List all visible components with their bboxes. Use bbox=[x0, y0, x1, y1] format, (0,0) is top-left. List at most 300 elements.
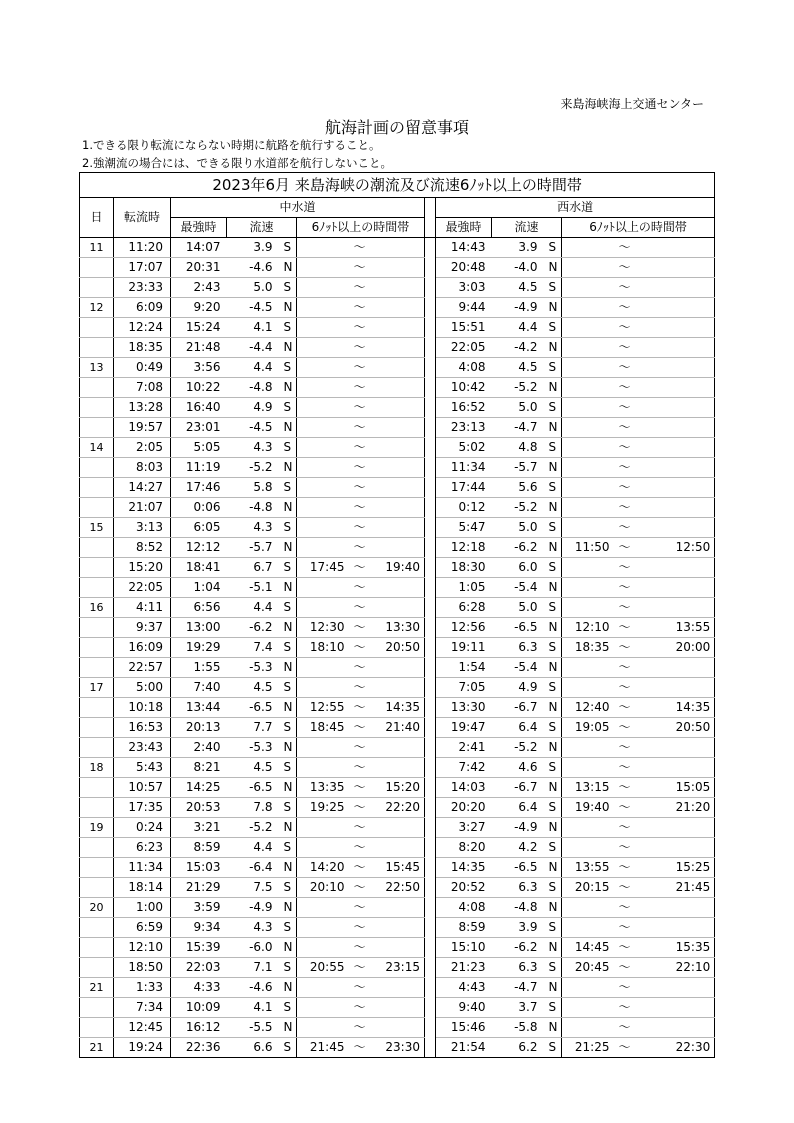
cell-max-time-nishi: 17:44 bbox=[436, 478, 492, 498]
cell-period-start-naka bbox=[297, 478, 347, 498]
column-gap bbox=[425, 478, 436, 498]
column-gap bbox=[425, 238, 436, 258]
cell-day: 21 bbox=[80, 978, 114, 998]
cell-max-time-naka: 0:06 bbox=[171, 498, 227, 518]
cell-speed-nishi: 5.0 bbox=[492, 598, 542, 618]
cell-period-tilde-naka: ～ bbox=[347, 778, 373, 798]
cell-period-end-naka bbox=[373, 678, 425, 698]
cell-speed-nishi: 5.0 bbox=[492, 398, 542, 418]
cell-period-tilde-nishi: ～ bbox=[612, 478, 638, 498]
cell-speed-nishi: -5.7 bbox=[492, 458, 542, 478]
cell-speed-naka: 5.0 bbox=[227, 278, 277, 298]
cell-period-start-nishi: 13:55 bbox=[562, 858, 612, 878]
cell-max-time-nishi: 1:05 bbox=[436, 578, 492, 598]
cell-period-tilde-nishi: ～ bbox=[612, 538, 638, 558]
cell-period-end-nishi bbox=[638, 918, 715, 938]
table-row bbox=[80, 838, 715, 858]
cell-turn-time: 3:13 bbox=[114, 518, 171, 538]
cell-period-tilde-naka: ～ bbox=[347, 718, 373, 738]
cell-period-start-nishi bbox=[562, 918, 612, 938]
cell-max-time-nishi: 4:43 bbox=[436, 978, 492, 998]
cell-day bbox=[80, 378, 114, 398]
cell-max-time-nishi: 21:54 bbox=[436, 1038, 492, 1058]
cell-direction-nishi: S bbox=[542, 918, 562, 938]
table-row bbox=[80, 478, 715, 498]
cell-speed-naka: -5.3 bbox=[227, 738, 277, 758]
cell-period-start-naka bbox=[297, 318, 347, 338]
cell-period-tilde-naka: ～ bbox=[347, 498, 373, 518]
table-row bbox=[80, 598, 715, 618]
cell-max-time-naka: 15:39 bbox=[171, 938, 227, 958]
document-title: 航海計画の留意事項 bbox=[324, 118, 469, 137]
cell-turn-time: 12:24 bbox=[114, 318, 171, 338]
cell-speed-nishi: 3.9 bbox=[492, 238, 542, 258]
cell-period-end-nishi bbox=[638, 478, 715, 498]
cell-period-end-naka bbox=[373, 538, 425, 558]
cell-speed-nishi: 6.4 bbox=[492, 798, 542, 818]
cell-max-time-naka: 12:12 bbox=[171, 538, 227, 558]
cell-period-start-naka bbox=[297, 378, 347, 398]
cell-speed-nishi: 6.0 bbox=[492, 558, 542, 578]
cell-max-time-naka: 19:29 bbox=[171, 638, 227, 658]
cell-period-end-naka bbox=[373, 238, 425, 258]
cell-max-time-nishi: 13:30 bbox=[436, 698, 492, 718]
cell-period-end-nishi bbox=[638, 658, 715, 678]
cell-period-tilde-naka: ～ bbox=[347, 258, 373, 278]
cell-period-end-nishi bbox=[638, 378, 715, 398]
cell-period-end-naka bbox=[373, 398, 425, 418]
cell-period-start-naka bbox=[297, 538, 347, 558]
cell-period-end-naka: 19:40 bbox=[373, 558, 425, 578]
cell-max-time-naka: 8:21 bbox=[171, 758, 227, 778]
cell-period-start-naka bbox=[297, 978, 347, 998]
table-row bbox=[80, 298, 715, 318]
cell-turn-time: 5:43 bbox=[114, 758, 171, 778]
column-gap bbox=[425, 858, 436, 878]
cell-direction-naka: S bbox=[277, 478, 297, 498]
cell-max-time-nishi: 1:54 bbox=[436, 658, 492, 678]
cell-day bbox=[80, 558, 114, 578]
cell-speed-nishi: -4.7 bbox=[492, 978, 542, 998]
cell-period-tilde-naka: ～ bbox=[347, 878, 373, 898]
cell-period-end-nishi: 21:20 bbox=[638, 798, 715, 818]
cell-direction-naka: S bbox=[277, 718, 297, 738]
cell-period-start-naka bbox=[297, 418, 347, 438]
cell-period-tilde-nishi: ～ bbox=[612, 438, 638, 458]
cell-turn-time: 11:34 bbox=[114, 858, 171, 878]
cell-direction-naka: S bbox=[277, 958, 297, 978]
cell-max-time-nishi: 7:42 bbox=[436, 758, 492, 778]
cell-period-start-naka: 21:45 bbox=[297, 1038, 347, 1058]
cell-speed-naka: 7.7 bbox=[227, 718, 277, 738]
cell-period-start-nishi: 20:45 bbox=[562, 958, 612, 978]
cell-day bbox=[80, 778, 114, 798]
cell-period-tilde-nishi: ～ bbox=[612, 558, 638, 578]
cell-day bbox=[80, 718, 114, 738]
cell-max-time-naka: 15:03 bbox=[171, 858, 227, 878]
cell-max-time-nishi: 3:03 bbox=[436, 278, 492, 298]
cell-period-tilde-nishi: ～ bbox=[612, 238, 638, 258]
cell-max-time-nishi: 12:56 bbox=[436, 618, 492, 638]
cell-period-tilde-nishi: ～ bbox=[612, 458, 638, 478]
cell-day: 12 bbox=[80, 298, 114, 318]
cell-max-time-naka: 2:43 bbox=[171, 278, 227, 298]
cell-direction-naka: N bbox=[277, 658, 297, 678]
cell-period-start-naka bbox=[297, 258, 347, 278]
cell-period-end-naka: 20:50 bbox=[373, 638, 425, 658]
cell-max-time-naka: 4:33 bbox=[171, 978, 227, 998]
cell-period-end-nishi bbox=[638, 978, 715, 998]
cell-period-start-nishi: 13:15 bbox=[562, 778, 612, 798]
cell-period-tilde-nishi: ～ bbox=[612, 738, 638, 758]
cell-period-end-naka bbox=[373, 758, 425, 778]
cell-speed-nishi: 6.4 bbox=[492, 718, 542, 738]
cell-period-start-naka bbox=[297, 1018, 347, 1038]
column-gap bbox=[425, 658, 436, 678]
column-gap bbox=[425, 958, 436, 978]
table-row bbox=[80, 878, 715, 898]
column-gap bbox=[425, 838, 436, 858]
cell-speed-nishi: 4.5 bbox=[492, 358, 542, 378]
cell-period-end-naka bbox=[373, 838, 425, 858]
cell-turn-time: 1:00 bbox=[114, 898, 171, 918]
cell-speed-naka: -5.3 bbox=[227, 658, 277, 678]
column-gap bbox=[425, 998, 436, 1018]
table-row bbox=[80, 798, 715, 818]
cell-period-tilde-naka: ～ bbox=[347, 398, 373, 418]
cell-period-tilde-naka: ～ bbox=[347, 518, 373, 538]
cell-period-start-nishi bbox=[562, 1018, 612, 1038]
cell-period-end-nishi bbox=[638, 758, 715, 778]
cell-turn-time: 17:07 bbox=[114, 258, 171, 278]
cell-max-time-naka: 23:01 bbox=[171, 418, 227, 438]
cell-period-start-nishi bbox=[562, 838, 612, 858]
cell-turn-time: 14:27 bbox=[114, 478, 171, 498]
cell-direction-naka: S bbox=[277, 518, 297, 538]
table-row bbox=[80, 438, 715, 458]
cell-period-end-nishi bbox=[638, 738, 715, 758]
cell-period-tilde-naka: ～ bbox=[347, 818, 373, 838]
cell-period-tilde-nishi: ～ bbox=[612, 938, 638, 958]
cell-day bbox=[80, 338, 114, 358]
cell-speed-nishi: -6.7 bbox=[492, 778, 542, 798]
table-row bbox=[80, 398, 715, 418]
cell-day: 14 bbox=[80, 438, 114, 458]
nishi-suido-header: 西水道 bbox=[436, 198, 715, 218]
cell-direction-naka: N bbox=[277, 258, 297, 278]
table-row bbox=[80, 1038, 715, 1058]
table-row bbox=[80, 638, 715, 658]
cell-period-end-naka: 22:20 bbox=[373, 798, 425, 818]
cell-direction-nishi: N bbox=[542, 258, 562, 278]
table-row bbox=[80, 558, 715, 578]
cell-period-end-nishi bbox=[638, 398, 715, 418]
cell-max-time-naka: 8:59 bbox=[171, 838, 227, 858]
cell-speed-naka: -4.8 bbox=[227, 378, 277, 398]
cell-direction-naka: N bbox=[277, 938, 297, 958]
cell-period-start-nishi bbox=[562, 298, 612, 318]
cell-turn-time: 1:33 bbox=[114, 978, 171, 998]
column-gap bbox=[425, 1038, 436, 1058]
cell-speed-naka: -5.1 bbox=[227, 578, 277, 598]
cell-period-tilde-naka: ～ bbox=[347, 478, 373, 498]
col-header-max-naka: 最強時 bbox=[171, 218, 227, 238]
cell-speed-naka: 5.8 bbox=[227, 478, 277, 498]
cell-direction-naka: N bbox=[277, 298, 297, 318]
cell-turn-time: 12:45 bbox=[114, 1018, 171, 1038]
cell-turn-time: 15:20 bbox=[114, 558, 171, 578]
cell-period-tilde-naka: ～ bbox=[347, 758, 373, 778]
cell-direction-naka: S bbox=[277, 438, 297, 458]
cell-direction-nishi: N bbox=[542, 458, 562, 478]
cell-period-start-nishi bbox=[562, 898, 612, 918]
cell-period-start-nishi bbox=[562, 318, 612, 338]
cell-period-start-nishi: 19:40 bbox=[562, 798, 612, 818]
cell-period-end-naka bbox=[373, 358, 425, 378]
column-gap bbox=[425, 578, 436, 598]
cell-period-start-nishi: 21:25 bbox=[562, 1038, 612, 1058]
cell-direction-naka: S bbox=[277, 598, 297, 618]
cell-speed-naka: 3.9 bbox=[227, 238, 277, 258]
cell-period-start-naka: 20:55 bbox=[297, 958, 347, 978]
cell-direction-naka: S bbox=[277, 358, 297, 378]
cell-period-tilde-naka: ～ bbox=[347, 958, 373, 978]
cell-period-tilde-naka: ～ bbox=[347, 698, 373, 718]
cell-period-start-naka bbox=[297, 298, 347, 318]
cell-turn-time: 22:05 bbox=[114, 578, 171, 598]
cell-direction-nishi: S bbox=[542, 678, 562, 698]
cell-max-time-nishi: 4:08 bbox=[436, 358, 492, 378]
cell-day bbox=[80, 418, 114, 438]
column-gap bbox=[425, 338, 436, 358]
cell-max-time-naka: 22:36 bbox=[171, 1038, 227, 1058]
cell-period-start-nishi bbox=[562, 738, 612, 758]
cell-max-time-nishi: 0:12 bbox=[436, 498, 492, 518]
cell-max-time-naka: 10:09 bbox=[171, 998, 227, 1018]
cell-period-end-nishi bbox=[638, 1018, 715, 1038]
cell-speed-nishi: -4.9 bbox=[492, 298, 542, 318]
cell-speed-naka: 4.5 bbox=[227, 678, 277, 698]
cell-period-tilde-naka: ～ bbox=[347, 638, 373, 658]
cell-period-tilde-nishi: ～ bbox=[612, 578, 638, 598]
cell-max-time-naka: 15:24 bbox=[171, 318, 227, 338]
cell-period-tilde-nishi: ～ bbox=[612, 1038, 638, 1058]
cell-max-time-naka: 1:04 bbox=[171, 578, 227, 598]
cell-speed-naka: -6.5 bbox=[227, 698, 277, 718]
column-gap bbox=[425, 198, 436, 238]
cell-direction-nishi: N bbox=[542, 698, 562, 718]
cell-direction-nishi: N bbox=[542, 1018, 562, 1038]
cell-direction-nishi: S bbox=[542, 958, 562, 978]
cell-period-tilde-nishi: ～ bbox=[612, 958, 638, 978]
cell-day bbox=[80, 618, 114, 638]
cell-speed-naka: 6.7 bbox=[227, 558, 277, 578]
cell-turn-time: 7:34 bbox=[114, 998, 171, 1018]
cell-speed-naka: 4.1 bbox=[227, 318, 277, 338]
cell-max-time-nishi: 16:52 bbox=[436, 398, 492, 418]
cell-speed-nishi: 3.7 bbox=[492, 998, 542, 1018]
cell-max-time-nishi: 4:08 bbox=[436, 898, 492, 918]
column-gap bbox=[425, 398, 436, 418]
cell-max-time-nishi: 6:28 bbox=[436, 598, 492, 618]
cell-speed-naka: -4.4 bbox=[227, 338, 277, 358]
table-row bbox=[80, 618, 715, 638]
cell-period-end-naka: 23:15 bbox=[373, 958, 425, 978]
cell-day bbox=[80, 578, 114, 598]
cell-period-end-nishi bbox=[638, 898, 715, 918]
column-gap bbox=[425, 258, 436, 278]
cell-period-start-nishi bbox=[562, 758, 612, 778]
col-header-speed-naka: 流速 bbox=[227, 218, 297, 238]
cell-speed-nishi: -5.4 bbox=[492, 658, 542, 678]
cell-direction-naka: S bbox=[277, 678, 297, 698]
cell-day: 20 bbox=[80, 898, 114, 918]
cell-direction-naka: N bbox=[277, 498, 297, 518]
cell-period-end-nishi bbox=[638, 358, 715, 378]
column-gap bbox=[425, 458, 436, 478]
table-row bbox=[80, 658, 715, 678]
table-row bbox=[80, 238, 715, 258]
cell-period-start-nishi bbox=[562, 558, 612, 578]
cell-period-start-nishi bbox=[562, 518, 612, 538]
cell-period-start-naka bbox=[297, 898, 347, 918]
cell-period-end-naka bbox=[373, 278, 425, 298]
column-gap bbox=[425, 278, 436, 298]
cell-max-time-naka: 5:05 bbox=[171, 438, 227, 458]
column-gap bbox=[425, 538, 436, 558]
cell-direction-naka: S bbox=[277, 318, 297, 338]
cell-period-tilde-naka: ～ bbox=[347, 1018, 373, 1038]
cell-period-start-naka bbox=[297, 758, 347, 778]
cell-period-end-nishi bbox=[638, 418, 715, 438]
cell-direction-nishi: S bbox=[542, 638, 562, 658]
cell-period-start-naka: 18:10 bbox=[297, 638, 347, 658]
column-gap bbox=[425, 818, 436, 838]
cell-day bbox=[80, 498, 114, 518]
cell-period-tilde-naka: ～ bbox=[347, 338, 373, 358]
cell-period-start-naka bbox=[297, 358, 347, 378]
cell-period-tilde-nishi: ～ bbox=[612, 858, 638, 878]
cell-period-tilde-nishi: ～ bbox=[612, 758, 638, 778]
cell-turn-time: 8:03 bbox=[114, 458, 171, 478]
cell-speed-nishi: -5.2 bbox=[492, 738, 542, 758]
cell-period-start-naka bbox=[297, 398, 347, 418]
cell-period-tilde-nishi: ～ bbox=[612, 918, 638, 938]
cell-period-start-nishi bbox=[562, 478, 612, 498]
cell-period-end-naka bbox=[373, 418, 425, 438]
cell-period-tilde-naka: ～ bbox=[347, 278, 373, 298]
cell-period-end-nishi bbox=[638, 678, 715, 698]
cell-max-time-nishi: 7:05 bbox=[436, 678, 492, 698]
cell-period-end-nishi bbox=[638, 518, 715, 538]
cell-period-start-nishi: 20:15 bbox=[562, 878, 612, 898]
cell-period-start-nishi bbox=[562, 398, 612, 418]
cell-period-end-naka bbox=[373, 818, 425, 838]
cell-period-end-naka bbox=[373, 738, 425, 758]
cell-direction-nishi: S bbox=[542, 718, 562, 738]
cell-speed-nishi: -5.2 bbox=[492, 498, 542, 518]
cell-direction-nishi: N bbox=[542, 378, 562, 398]
cell-direction-nishi: N bbox=[542, 658, 562, 678]
cell-period-start-naka bbox=[297, 998, 347, 1018]
cell-period-start-naka bbox=[297, 498, 347, 518]
cell-period-end-naka bbox=[373, 518, 425, 538]
cell-speed-naka: -5.2 bbox=[227, 818, 277, 838]
table-row bbox=[80, 318, 715, 338]
cell-direction-nishi: N bbox=[542, 898, 562, 918]
cell-direction-naka: N bbox=[277, 338, 297, 358]
cell-period-end-nishi: 20:00 bbox=[638, 638, 715, 658]
col-header-period-nishi: 6ﾉｯﾄ以上の時間帯 bbox=[562, 218, 715, 238]
cell-period-end-naka bbox=[373, 658, 425, 678]
table-row bbox=[80, 918, 715, 938]
cell-period-start-nishi: 12:40 bbox=[562, 698, 612, 718]
cell-max-time-naka: 3:59 bbox=[171, 898, 227, 918]
cell-day bbox=[80, 278, 114, 298]
table-row bbox=[80, 418, 715, 438]
cell-direction-nishi: N bbox=[542, 618, 562, 638]
cell-day bbox=[80, 258, 114, 278]
cell-day: 18 bbox=[80, 758, 114, 778]
column-gap bbox=[425, 918, 436, 938]
cell-day bbox=[80, 658, 114, 678]
cell-max-time-naka: 1:55 bbox=[171, 658, 227, 678]
cell-max-time-nishi: 23:13 bbox=[436, 418, 492, 438]
cell-period-start-nishi bbox=[562, 278, 612, 298]
cell-speed-nishi: 4.4 bbox=[492, 318, 542, 338]
cell-period-tilde-nishi: ～ bbox=[612, 338, 638, 358]
column-gap bbox=[425, 678, 436, 698]
cell-period-tilde-naka: ～ bbox=[347, 538, 373, 558]
cell-speed-nishi: 4.6 bbox=[492, 758, 542, 778]
cell-period-end-naka: 15:45 bbox=[373, 858, 425, 878]
column-gap bbox=[425, 718, 436, 738]
cell-turn-time: 19:24 bbox=[114, 1038, 171, 1058]
cell-period-end-nishi bbox=[638, 458, 715, 478]
cell-speed-nishi: 6.3 bbox=[492, 638, 542, 658]
cell-turn-time: 23:33 bbox=[114, 278, 171, 298]
cell-direction-nishi: S bbox=[542, 998, 562, 1018]
note-2: 2.強潮流の場合には、できる限り水道部を航行しないこと。 bbox=[82, 156, 392, 170]
cell-speed-naka: 4.4 bbox=[227, 598, 277, 618]
cell-period-start-naka: 20:10 bbox=[297, 878, 347, 898]
cell-period-end-nishi: 15:25 bbox=[638, 858, 715, 878]
cell-direction-naka: S bbox=[277, 878, 297, 898]
cell-period-tilde-naka: ～ bbox=[347, 318, 373, 338]
cell-period-tilde-naka: ～ bbox=[347, 678, 373, 698]
cell-turn-time: 6:23 bbox=[114, 838, 171, 858]
cell-speed-nishi: 3.9 bbox=[492, 918, 542, 938]
cell-speed-naka: 7.5 bbox=[227, 878, 277, 898]
cell-direction-nishi: S bbox=[542, 1038, 562, 1058]
cell-speed-naka: -4.9 bbox=[227, 898, 277, 918]
cell-max-time-nishi: 14:03 bbox=[436, 778, 492, 798]
column-gap bbox=[425, 698, 436, 718]
table-row bbox=[80, 678, 715, 698]
column-gap bbox=[425, 358, 436, 378]
cell-period-end-nishi bbox=[638, 258, 715, 278]
table-row bbox=[80, 718, 715, 738]
table-row bbox=[80, 958, 715, 978]
cell-max-time-nishi: 9:40 bbox=[436, 998, 492, 1018]
cell-period-end-naka: 21:40 bbox=[373, 718, 425, 738]
table-row bbox=[80, 938, 715, 958]
cell-direction-naka: N bbox=[277, 698, 297, 718]
cell-period-start-naka bbox=[297, 678, 347, 698]
cell-period-tilde-naka: ～ bbox=[347, 238, 373, 258]
cell-period-start-nishi bbox=[562, 238, 612, 258]
cell-period-tilde-nishi: ～ bbox=[612, 358, 638, 378]
